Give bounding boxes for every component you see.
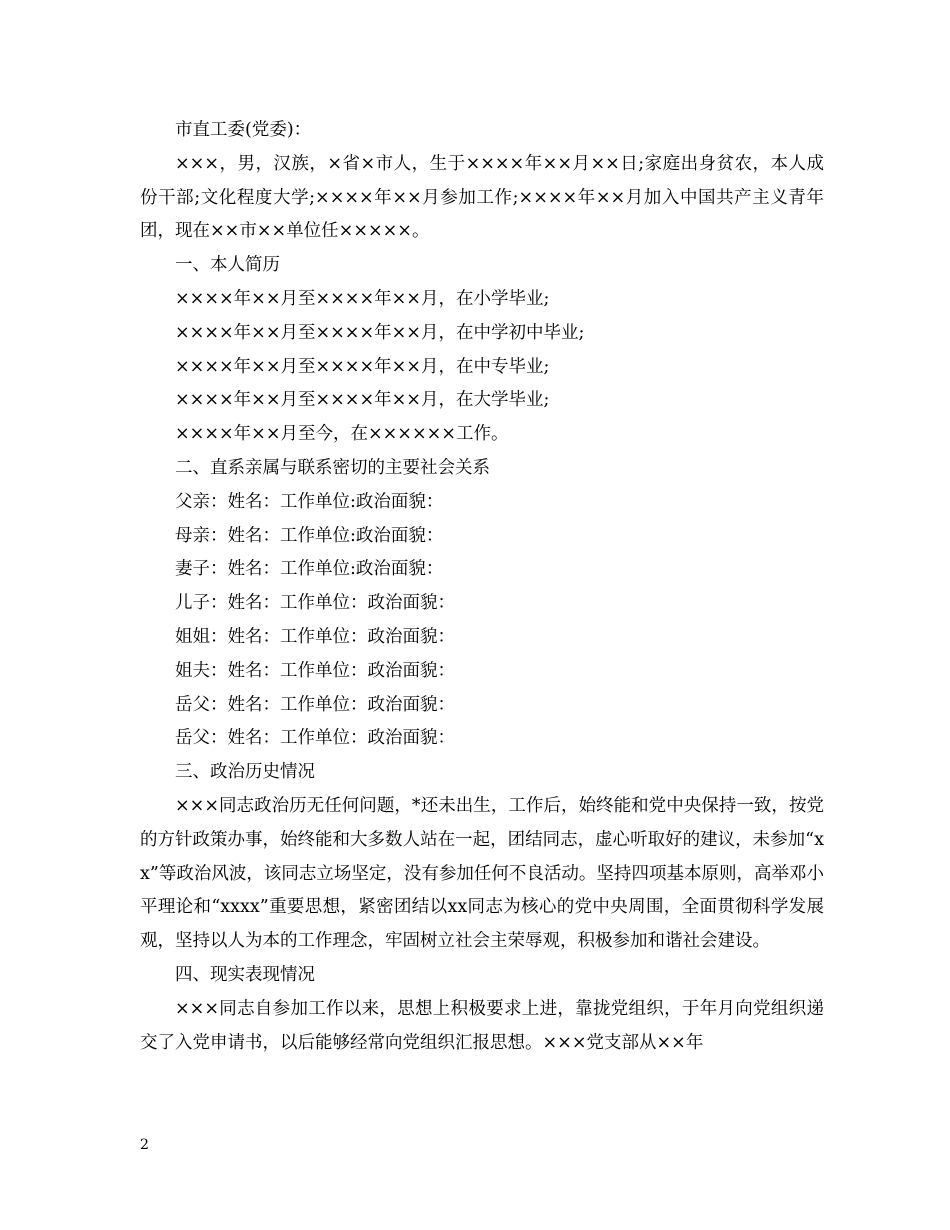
section-heading-relations: 二、直系亲属与联系密切的主要社会关系: [175, 457, 490, 478]
resume-item: ××××年××月至××××年××月，在中专毕业;: [175, 356, 550, 377]
relation-item: 姐姐：姓名：工作单位：政治面貌：: [175, 626, 455, 647]
resume-item: ××××年××月至××××年××月，在大学毕业;: [175, 390, 550, 411]
resume-item: ××××年××月至××××年××月，在中学初中毕业;: [175, 322, 585, 343]
intro-paragraph: ×××，男，汉族，×省×市人，生于××××年××月××日;家庭出身贫农，本人成份干部;文化程度大学;××××年××月参加工作;××××年××月加入中国共产主义青年团，现在××市××单位任×××××。: [140, 153, 824, 242]
relation-item: 姐夫：姓名：工作单位：政治面貌：: [175, 660, 455, 681]
relation-item: 岳父：姓名：工作单位：政治面貌：: [175, 694, 455, 715]
current-performance-paragraph: ×××同志自参加工作以来，思想上积极要求上进，靠拢党组织，于年月向党组织递交了入党申请书，以后能够经常向党组织汇报思想。×××党支部从××年: [140, 998, 824, 1053]
resume-item: ××××年××月至今，在××××××工作。: [175, 424, 509, 445]
resume-item: ××××年××月至××××年××月，在小学毕业;: [175, 288, 550, 309]
document-body: [140, 114, 824, 1060]
section-heading-resume: 一、本人简历: [175, 255, 280, 276]
section-heading-political-history: 三、政治历史情况: [175, 762, 315, 783]
salutation: 市直工委(党委)：: [175, 120, 312, 140]
relation-item: 岳父：姓名：工作单位：政治面貌：: [175, 728, 455, 749]
political-history-paragraph: ×××同志政治历无任何问题，*还未出生，工作后，始终能和党中央保持一致，按党的方针政策办事，始终能和大多数人站在一起，团结同志，虚心听取好的建议，未参加“xx”等政治风波，该同志立场坚定，没有参加任何不良活动。坚持四项基本原则，高举邓小平理论和“xxxx”重要思想，紧密团结以xx同志为核心的党中央周围，全面贯彻科学发展观，坚持以人为本的工作理念，牢固树立社会主荣辱观，积极参加和谐社会建设。: [140, 795, 824, 952]
section-heading-current-performance: 四、现实表现情况: [175, 964, 315, 985]
relation-item: 妻子：姓名：工作单位:政治面貌：: [175, 559, 444, 580]
page-number: 2: [140, 1137, 149, 1153]
relation-item: 母亲：姓名：工作单位:政治面貌：: [175, 525, 444, 546]
relation-item: 儿子：姓名：工作单位：政治面貌：: [175, 593, 455, 614]
relation-item: 父亲：姓名：工作单位:政治面貌：: [175, 491, 444, 512]
